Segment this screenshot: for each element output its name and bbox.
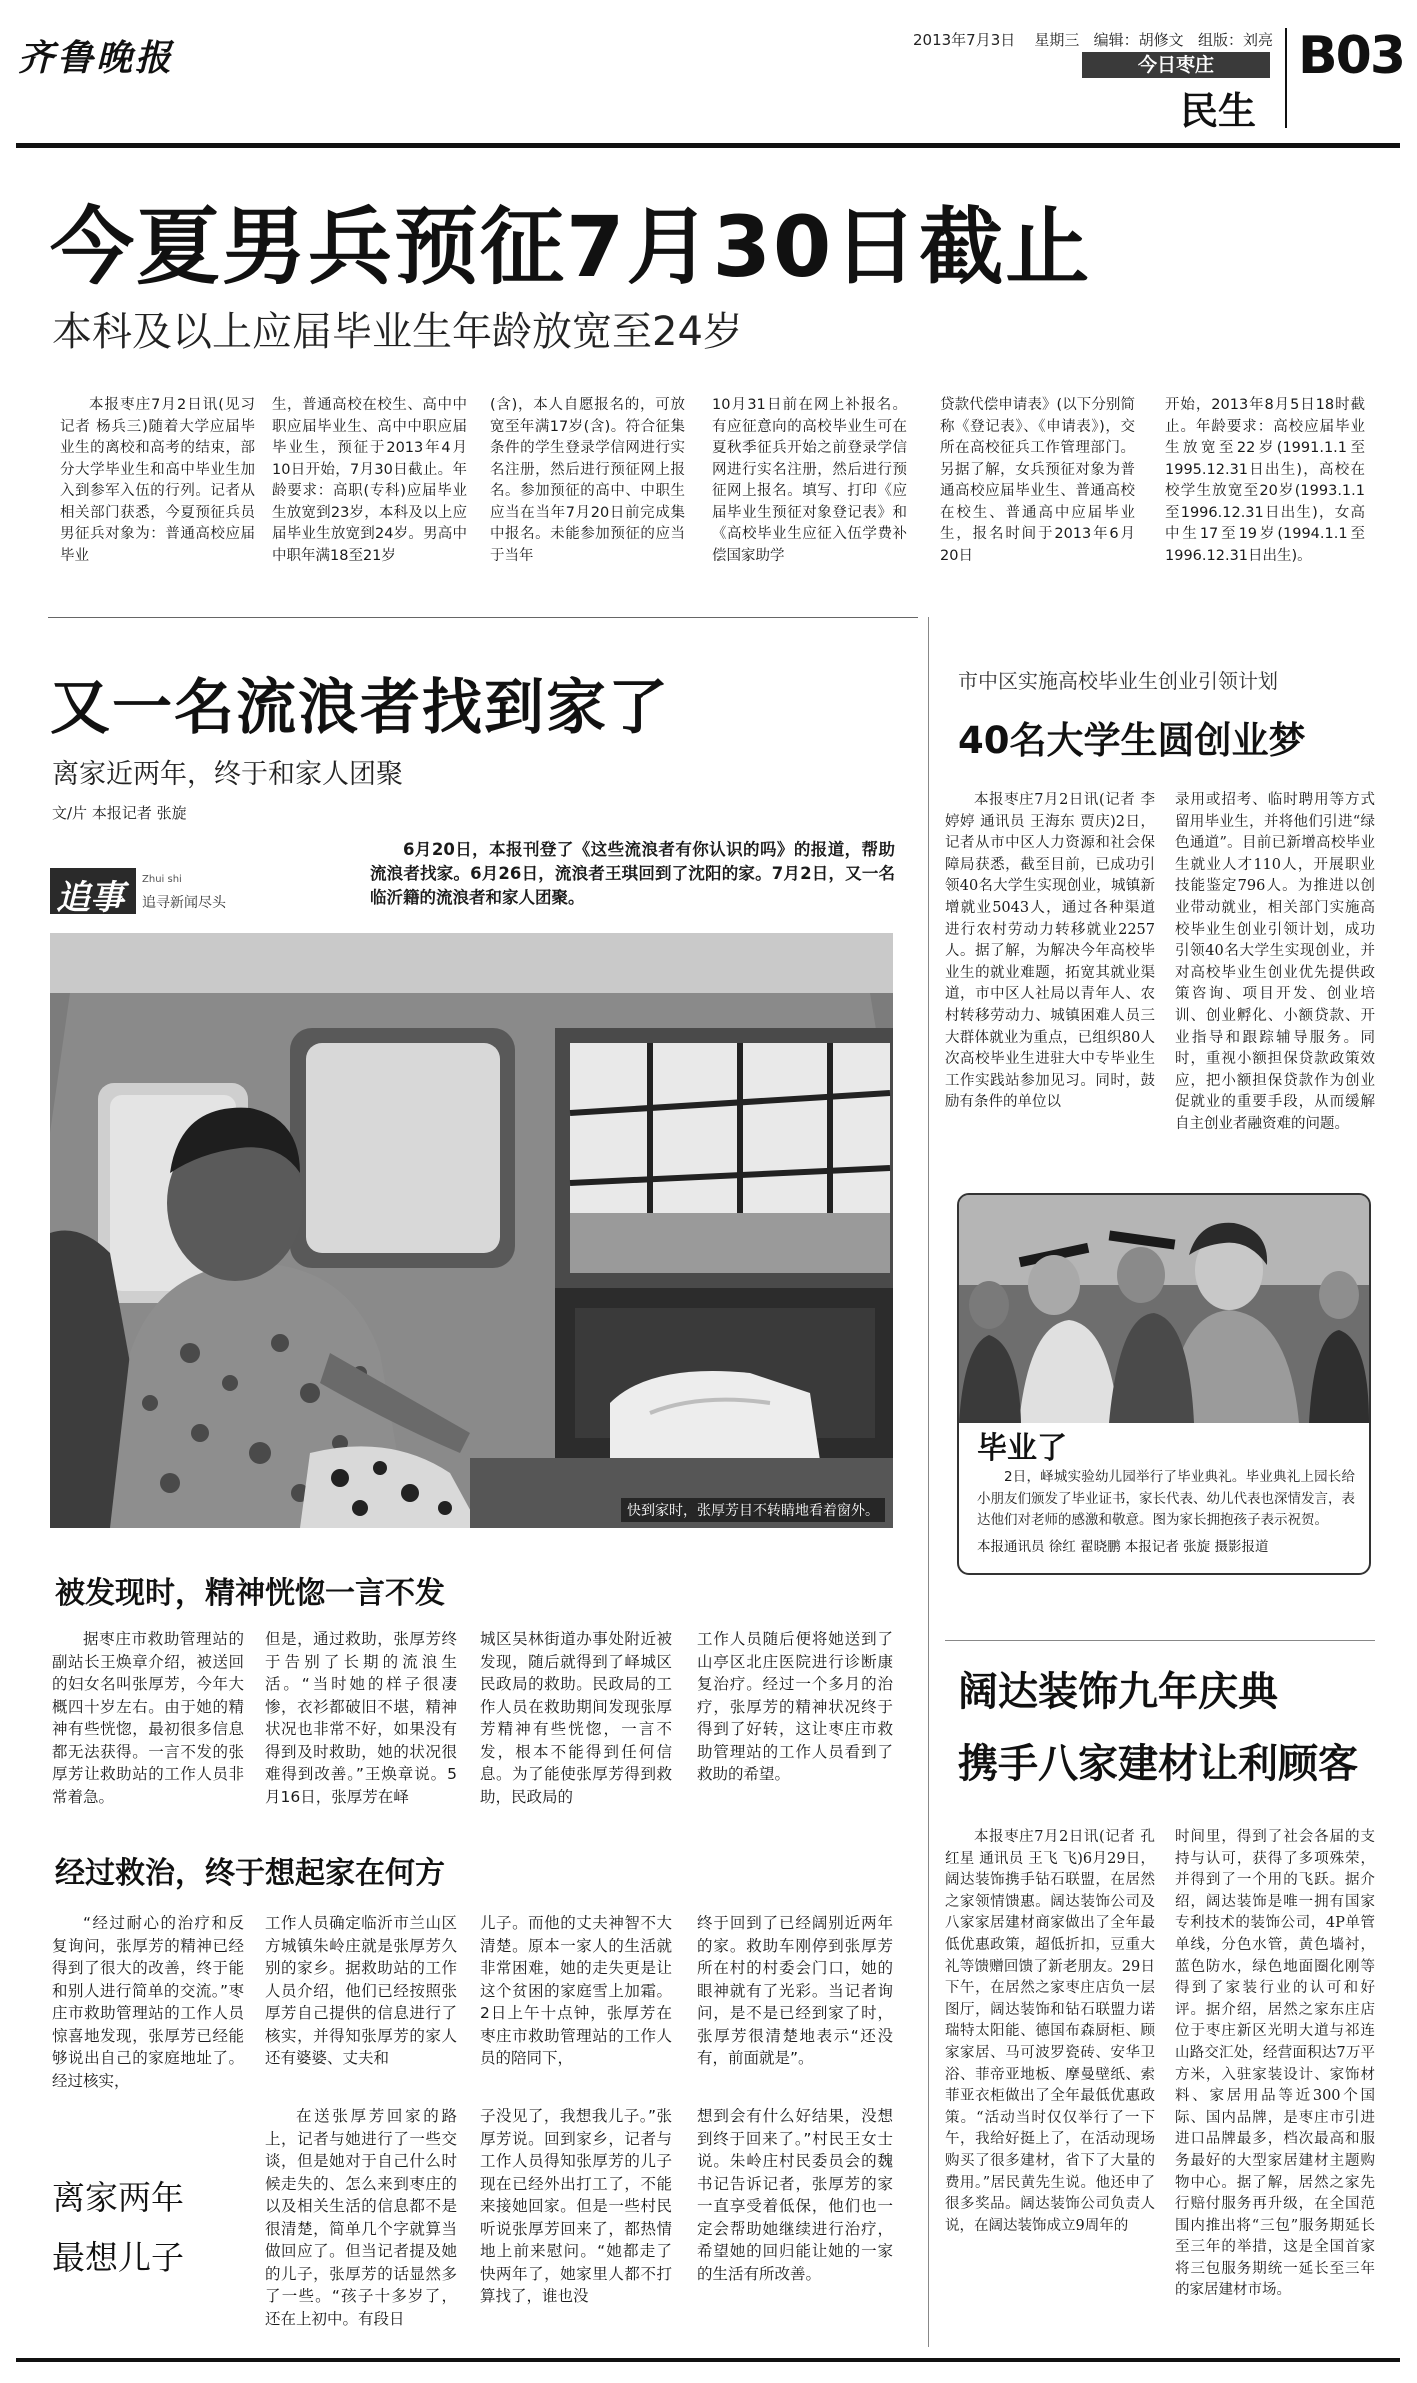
ad-top-rule — [945, 1640, 1375, 1641]
section-tag: 今日枣庄 — [1082, 52, 1270, 78]
lead-col-6: 开始，2013年8月5日18时截止。年龄要求：高校应届毕业生放宽至22岁(1991.1.1至1995.12.31日出生)，高校在校学生放宽至20岁(1993.1.1至1996.12.31日出生)，女高中生17至19岁(1994.1.1至1996.12.31日出生)。 — [1165, 397, 1365, 564]
editor: 编辑：胡修文 — [1093, 31, 1184, 49]
photo-caption: 快到家时，张厚芳目不转睛地看着窗外。 — [621, 1498, 885, 1522]
sec2-col-2: 工作人员确定临沂市兰山区方城镇朱岭庄就是张厚芳久别的家乡。据救助站的工作人员介绍，他们已经按照张厚芳自己提供的信息进行了核实，并得知张厚芳的家人还有婆婆、丈夫和 — [265, 1914, 457, 2067]
lead-col-2: 生，普通高校在校生、高中中职应届毕业生、高中中职应届毕业生，预征于2013年4月10日开始，7月30日截止。年龄要求：高职(专科)应届毕业生放宽到23岁，本科及以上应届毕业生放宽到24岁。男高中中职年满18至21岁 — [272, 397, 467, 564]
grad-box — [957, 1193, 1371, 1575]
sidebar1-kicker: 市中区实施高校毕业生创业引领计划 — [958, 669, 1278, 693]
ad-headline-2: 携手八家建材让利顾客 — [958, 1741, 1358, 1787]
sec1-col-4: 工作人员随后便将她送到了山亭区北庄医院进行诊断康复治疗。经过一个多月的治疗，张厚芳的精神状况终于得到了好转，这让枣庄市救助管理站的工作人员看到了救助的希望。 — [697, 1630, 893, 1783]
lead-headline: 今夏男兵预征7月30日截止 — [50, 198, 1092, 296]
lead-col-5: 贷款代偿申请表》(以下分别简称《登记表》、《申请表》)，交所在高校征兵工作管理部门。另据了解，女兵预征对象为普通高校应届毕业生、普通高校在校生、普通高中应届毕业生，报名时间于2013年6月20日 — [940, 397, 1135, 564]
weekday: 星期三 — [1034, 31, 1080, 49]
grad-credit: 本报通讯员 徐红 翟晓鹏 本报记者 张旋 摄影报道 — [977, 1539, 1269, 1555]
ad-col-1: 本报枣庄7月2日讯(记者 孔红星 通讯员 王飞 飞)6月29日，阔达装饰携手钻石联盟，在居然之家领情馈惠。阔达装饰公司及八家家居建材商家做出了全年最低优惠政策，超低折扣，豆重大礼等馈赠回馈了新老朋友。29日下午，在居然之家枣庄店负一层图厅，阔达装饰和钻石联盟力诺瑞特太阳能、德国布森厨柜、顾家家居、马可波罗瓷砖、安华卫浴、菲帝亚地板、摩曼壁纸、索菲亚衣柜做出了全年最低优惠政策。“活动当时仅仅举行了一下午，我给好挺上了，在活动现场购买了很多建材，省下了大量的费用。”居民黄先生说。他还申了很多奖品。阔达装饰公司负责人说，在阔达装饰成立9周年的 — [945, 1829, 1155, 2234]
story-byline: 文/片 本报记者 张旋 — [52, 804, 187, 822]
brand-logo-text: 追事 — [56, 878, 124, 918]
designer: 组版：刘亮 — [1198, 31, 1274, 49]
story-subhead: 离家近两年，终于和家人团聚 — [52, 759, 403, 790]
van-interior-illustration — [50, 933, 893, 1528]
brand-small: Zhui shi — [142, 874, 182, 885]
brand-logo — [50, 868, 250, 918]
sec1-col-1: 据枣庄市救助管理站的副站长王焕章介绍，被送回的妇女名叫张厚芳，今年大概四十岁左右。由于她的精神有些恍惚，最初很多信息都无法获得。一言不发的张厚芳让救助站的工作人员非常着急。 — [52, 1630, 244, 1806]
pull-quote — [52, 2168, 252, 2288]
page-bottom-rule — [16, 2358, 1400, 2362]
sec3-col-1: 在送张厚芳回家的路上，记者与她进行了一些交谈，但是她对于自己什么时候走失的、怎么来到枣庄的以及相关生活的信息都不是很清楚，简单几个字就算当做回应了。但当记者提及她的儿子，张厚芳的话显然多了一些。“孩子十多岁了，还在上初中。有段日 — [265, 2107, 457, 2328]
story-headline: 又一名流浪者找到家了 — [50, 673, 670, 743]
section1-title: 被发现时，精神恍惚一言不发 — [55, 1576, 445, 1611]
sec2-col-3: 儿子。而他的丈夫神智不大清楚。原本一家人的生活就非常困难，她的走失更是让这个贫困的家庭雪上加霜。2日上午十点钟，张厚芳在枣庄市救助管理站的工作人员的陪同下， — [480, 1914, 672, 2067]
date: 2013年7月3日 — [913, 31, 1016, 49]
sidebar1-col-2: 录用或招考、临时聘用等方式留用毕业生，并将他们引进“绿色通道”。目前已新增高校毕业生就业人才110人，开展职业技能鉴定796人。为推进以创业带动就业，相关部门实施高校毕业生创业引领计划，成功引领40名大学生实现创业，并对高校毕业生创业优先提供政策咨询、项目开发、创业培训、创业孵化、小额贷款、开业指导和跟踪辅导服务。同时，重视小额担保贷款政策效应，把小额担保贷款作为创业促就业的重要手段，从而缓解自主创业者融资难的问题。 — [1175, 792, 1375, 1132]
masthead-logo: 齐鲁晚报 — [18, 37, 175, 79]
grad-title: 毕业了 — [977, 1431, 1067, 1466]
section-name: 民生 — [1180, 89, 1257, 133]
sec3-col-3: 想到会有什么好结果，没想到终于回来了。”村民王女士说。朱岭庄村民委员会的魏书记告诉记者，张厚芳的家一直享受着低保，他们也一定会帮助她继续进行治疗，希望她的回归能让她的一家的生活有所改善。 — [697, 2107, 893, 2283]
sec2-col-4: 终于回到了已经阔别近两年的家。救助车刚停到张厚芳所在村的村委会门口，她的眼神就有了光彩。当记者询问，是不是已经到家了时，张厚芳很清楚地表示“还没有，前面就是”。 — [697, 1914, 893, 2067]
graduation-photo-illustration — [959, 1195, 1369, 1423]
sidebar1-col-1: 本报枣庄7月2日讯(记者 李婷婷 通讯员 王海东 贾庆)2日，记者从市中区人力资源和社会保障局获悉，截至目前，已成功引领40名大学生实现创业，城镇新增就业5043人，通过各种渠道进行农村劳动力转移就业2257人。据了解，为解决今年高校毕业生的就业难题，拓宽其就业渠道，市中区人社局以青年人、农村转移劳动力、城镇困难人员三大群体就业为重点，已组织80人次高校毕业生进驻大中专毕业生工作实践站参加见习。同时，鼓励有条件的单位以 — [945, 792, 1155, 1111]
ad-col-2: 时间里，得到了社会各届的支持与认可，获得了多项殊荣，并得到了一个用的飞跃。据介绍，阔达装饰是唯一拥有国家专利技术的装饰公司，4P单管单线，分色水管，黄色墙衬，蓝色防水，绿色地面圈化刚等得到了家装行业的认可和好评。据介绍，居然之家东庄店位于枣庄新区光明大道与祁连山路交汇处，经营面积达7万平方米，入驻家装设计、家饰材料、家居用品等近300个国际、国内品牌，是枣庄市引进进口品牌最多，档次最高和服务最好的大型家居建材主题购物中心。据了解，居然之家先行赔付服务再升级，在全国范围内推出将“三包”服务期延长至三年的举措，这是全国首家将三包服务期统一延长至三年的家居建材市场。 — [1175, 1829, 1375, 2299]
lead-bottom-rule — [48, 617, 918, 618]
story-photo — [50, 933, 893, 1528]
masthead-rule — [16, 143, 1400, 148]
story-intro: 6月20日，本报刊登了《这些流浪者有你认识的吗》的报道，帮助流浪者找家。6月26日，流浪者王琪回到了沈阳的家。7月2日，又一名临沂籍的流浪者和家人团聚。 — [370, 840, 895, 907]
pull-quote-line-2: 最想儿子 — [52, 2238, 184, 2277]
grad-caption: 2日，峄城实验幼儿园举行了毕业典礼。毕业典礼上园长给小朋友们颁发了毕业证书，家长代表、幼儿代表也深情发言，表达他们对老师的感激和敬意。图为家长拥抱孩子表示祝贺。 — [977, 1469, 1355, 1528]
brand-tag: 追寻新闻尽头 — [142, 895, 226, 911]
column-divider — [928, 617, 929, 2347]
sec1-col-2: 但是，通过救助，张厚芳终于告别了长期的流浪生活。“当时她的样子很凄惨，衣衫都破旧不堪，精神状况也非常不好，如果没有得到及时救助，她的状况很难得到改善。”王焕章说。5月16日，张厚芳在峄 — [265, 1630, 457, 1806]
sec2-col-1: “经过耐心的治疗和反复询问，张厚芳的精神已经得到了很大的改善，终于能和别人进行简单的交流。”枣庄市救助管理站的工作人员惊喜地发现，张厚芳已经能够说出自己的家庭地址了。经过核实， — [52, 1914, 244, 2090]
section2-title: 经过救治，终于想起家在何方 — [55, 1856, 445, 1891]
sec3-col-2: 子没见了，我想我儿子。”张厚芳说。回到家乡，记者与工作人员得知张厚芳的儿子现在已经外出打工了，不能来接她回家。但是一些村民听说张厚芳回来了，都热情地上前来慰问。“她都走了快两年了，她家里人都不打算找了，谁也没 — [480, 2107, 672, 2305]
lead-col-1: 本报枣庄7月2日讯(见习记者 杨兵三)随着大学应届毕业生的离校和高考的结束，部分大学毕业生和高中毕业生加入到参军入伍的行列。记者从相关部门获悉，今夏预征兵员男征兵对象为：普通高校应届毕业 — [60, 397, 255, 564]
masthead-info — [913, 29, 1273, 50]
lead-col-4: 10月31日前在网上补报名。有应征意向的高校毕业生可在夏秋季征兵开始之前登录学信网进行实名注册，然后进行预征网上报名。填写、打印《应届毕业生预征对象登记表》和《高校毕业生应征入伍学费补偿国家助学 — [712, 397, 907, 564]
ad-headline-1: 阔达装饰九年庆典 — [958, 1669, 1278, 1715]
pull-quote-line-1: 离家两年 — [52, 2178, 184, 2217]
page-number: B03 — [1298, 26, 1404, 86]
lead-subhead: 本科及以上应届毕业生年龄放宽至24岁 — [52, 309, 743, 355]
sec1-col-3: 城区吴林街道办事处附近被发现，随后就得到了峄城区民政局的救助。民政局的工作人员在救助期间发现张厚芳精神有些恍惚，一言不发，根本不能得到任何信息。为了能使张厚芳得到救助，民政局的 — [480, 1630, 672, 1806]
lead-col-3: (含)，本人自愿报名的，可放宽至年满17岁(含)。符合征集条件的学生登录学信网进行实名注册，然后进行预征网上报名。参加预征的高中、中职生应当在当年7月20日前完成集中报名。未能参加预征的应当于当年 — [490, 397, 685, 564]
sidebar1-headline: 40名大学生圆创业梦 — [958, 719, 1306, 762]
section-divider — [1285, 28, 1287, 128]
